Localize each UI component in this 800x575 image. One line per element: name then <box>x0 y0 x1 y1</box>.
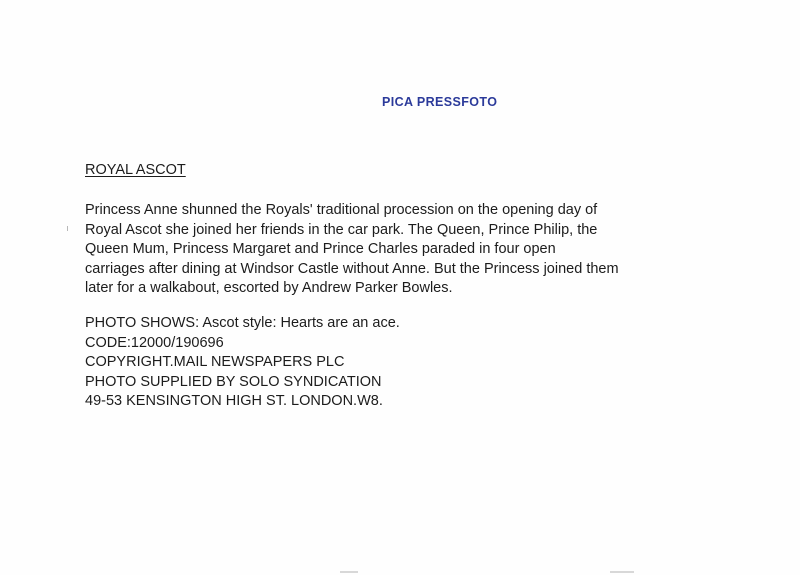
agency-stamp: PICA PRESSFOTO <box>382 95 498 109</box>
margin-mark <box>67 226 68 231</box>
story-line: Royal Ascot she joined her friends in the car park. The Queen, Prince Philip, the <box>85 221 598 238</box>
story-heading: ROYAL ASCOT <box>85 162 186 178</box>
story-line: Princess Anne shunned the Royals' traditional procession on the opening day of <box>85 202 598 218</box>
copyright-line: COPYRIGHT.MAIL NEWSPAPERS PLC <box>85 354 345 370</box>
address-line: 49-53 KENSINGTON HIGH ST. LONDON.W8. <box>85 393 383 409</box>
story-text <box>85 201 705 299</box>
code-line: CODE:12000/190696 <box>85 334 224 351</box>
edge-speck <box>340 571 358 573</box>
edge-speck <box>610 571 634 573</box>
story-line: Queen Mum, Princess Margaret and Prince Charles paraded in four open <box>85 241 556 257</box>
story-line: carriages after dining at Windsor Castle without Anne. But the Princess joined them <box>85 260 619 277</box>
photo-shows-line: PHOTO SHOWS: Ascot style: Hearts are an ace. <box>85 315 400 331</box>
story-line: later for a walkabout, escorted by Andrew Parker Bowles. <box>85 280 453 296</box>
supplier-line: PHOTO SUPPLIED BY SOLO SYNDICATION <box>85 373 382 390</box>
photo-details <box>85 314 705 412</box>
